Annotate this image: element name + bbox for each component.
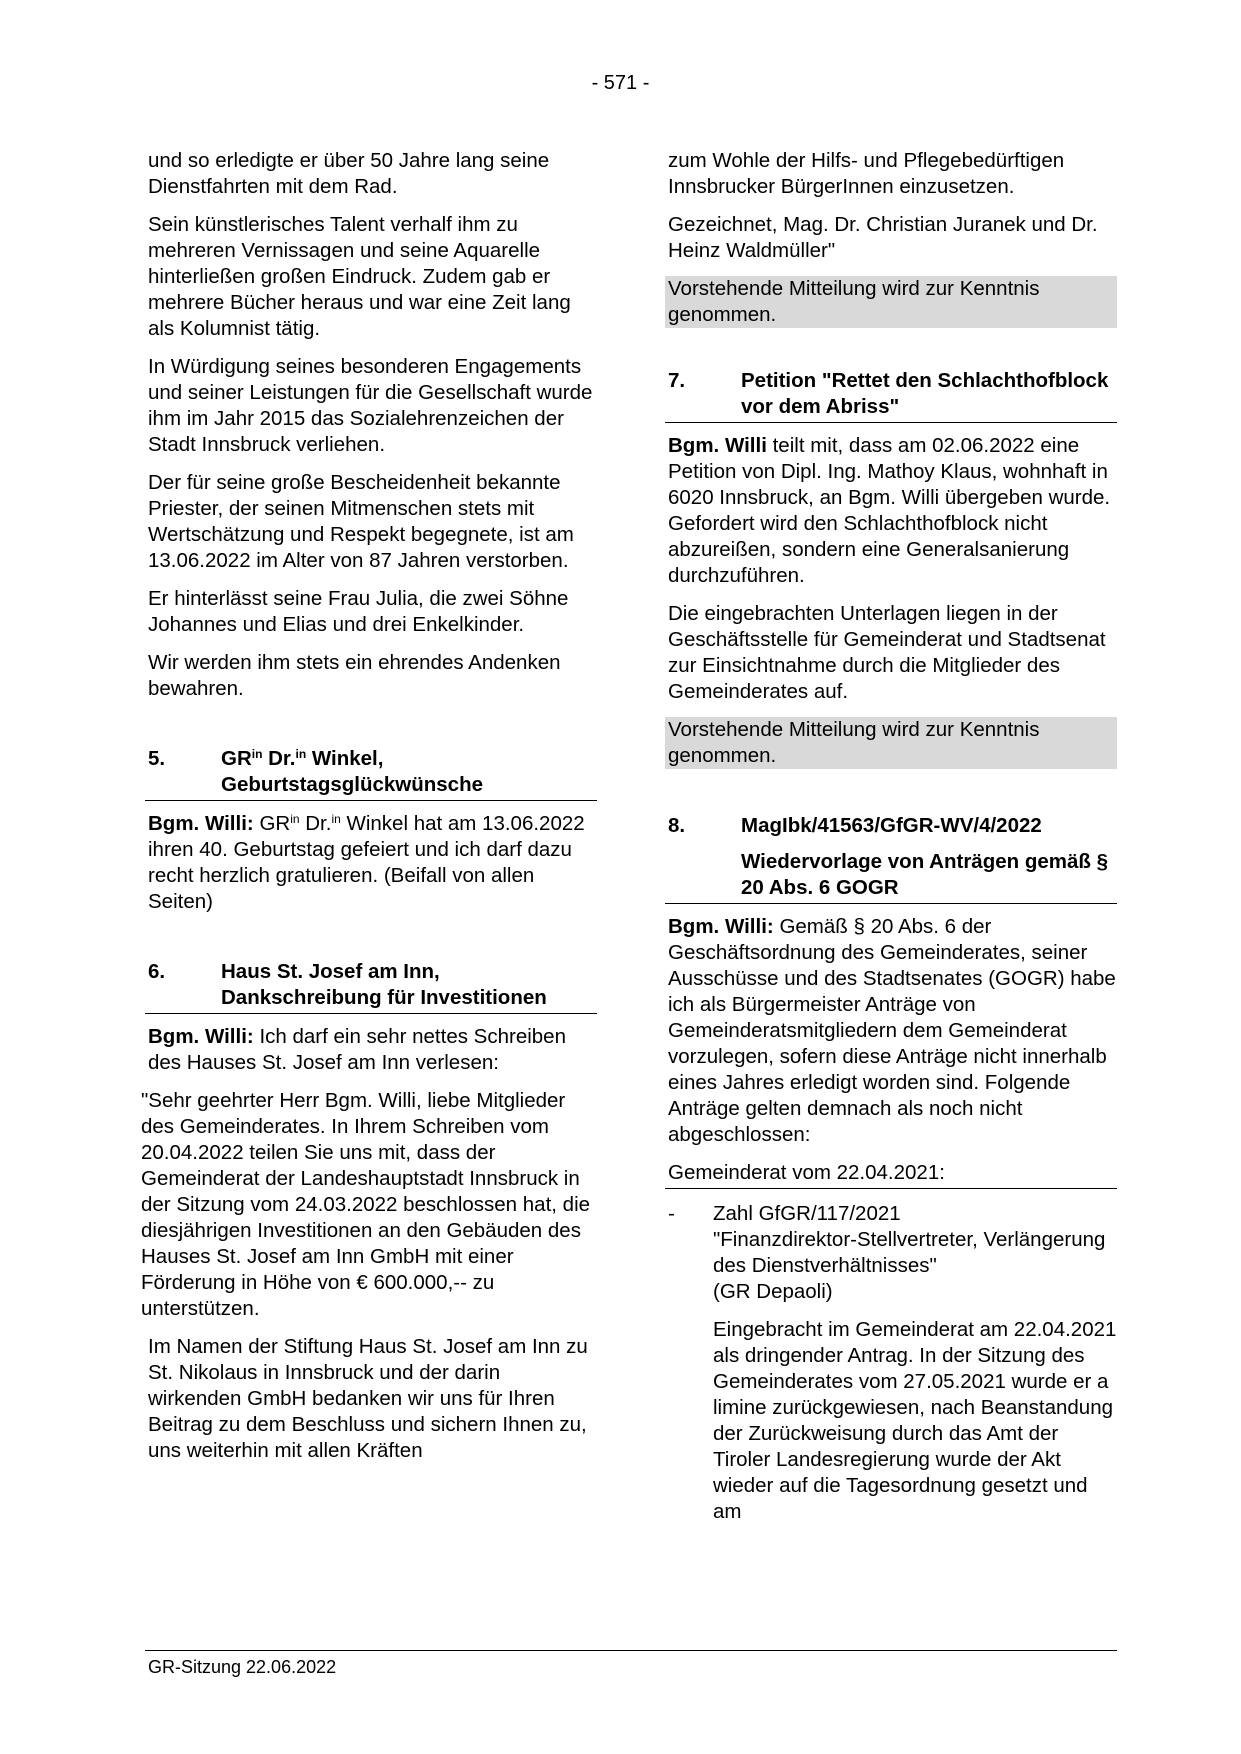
list-dash: - <box>668 1202 675 1225</box>
paragraph: Die eingebrachten Unterlagen liegen in der Geschäftsstelle für Gemeinderat und Stadtsenat zur Einsichtnahme durch die Mitglieder des Gemeinderates auf. <box>668 602 1106 703</box>
paragraph: Sein künstlerisches Talent verhalf ihm zu mehreren Vernissagen und seine Aquarelle hinterließen großen Eindruck. Zudem gab er mehrere Bücher heraus und war eine Zeit lang als Kolumnist tätig. <box>148 213 571 340</box>
speaker: Bgm. Willi: <box>668 915 774 938</box>
paragraph: Bgm. Willi: $GR^{in}$ Dr.$^{in}$ Winkel hat am 13.06.2022 ihren 40. Geburtstag gefeiert und ich darf dazu recht herzlich gratulieren. (Beifall von allen Seiten) <box>148 812 585 913</box>
quote-paragraph: Im Namen der Stiftung Haus St. Josef am Inn zu St. Nikolaus in Innsbruck und der darin wirkenden GmbH bedanken wir uns für Ihren Beitrag zu dem Beschluss und sichern Ihnen zu, uns weiterhin mit allen Kräften <box>148 1335 588 1462</box>
section-number: 5. <box>148 747 166 770</box>
item-body: Eingebracht im Gemeinderat am 22.04.2021 als dringender Antrag. In der Sitzung des Gemeinderates vom 27.05.2021 wurde er a limine zurückgewiesen, nach Beanstandung der Zurückweisung durch das Amt der Tiroler Landesregierung wurde der Akt wieder auf die Tagesordnung gesetzt und am <box>713 1318 1117 1523</box>
paragraph: In Würdigung seines besonderen Engagements und seiner Leistungen für die Gesellschaft wurde ihm im Jahr 2015 das Sozialehrenzeichen der Stadt Innsbruck verliehen. <box>148 355 593 456</box>
section-7-heading <box>665 368 1117 423</box>
section-number: 8. <box>668 814 686 837</box>
speaker: Bgm. Willi: <box>148 812 254 835</box>
section-title: $GR^{in}$ Dr.$^{in}$ Winkel, Geburtstagsglückwünsche <box>221 747 484 796</box>
quote-paragraph: "Sehr geehrter Herr Bgm. Willi, liebe Mitglieder des Gemeinderates. In Ihrem Schreiben vom 20.04.2022 teilen Sie uns mit, dass der Gemeinderat der Landeshauptstadt Innsbruck in der Sitzung vom 24.03.2022 beschlossen hat, die diesjährigen Investitionen an den Gebäuden des Hauses St. Josef am Inn GmbH mit einer Förderung in Höhe von € 600.000,-- zu unterstützen. <box>141 1089 591 1320</box>
section-code: MagIbk/41563/GfGR-WV/4/2022 <box>741 814 1042 837</box>
section-5-heading <box>145 746 597 801</box>
paragraph: Bgm. Willi teilt mit, dass am 02.06.2022 eine Petition von Dipl. Ing. Mathoy Klaus, wohnhaft in 6020 Innsbruck, an Bgm. Willi übergeben wurde. Gefordert wird den Schlachthofblock nicht abzureißen, sondern eine Generalsanierung durchzuführen. <box>668 434 1111 587</box>
section-title: Haus St. Josef am Inn, Dankschreibung für Investitionen <box>221 960 547 1009</box>
paragraph: Bgm. Willi: Gemäß § 20 Abs. 6 der Geschäftsordnung des Gemeinderates, seiner Ausschüsse und des Stadtsenates (GOGR) habe ich als Bürgermeister Anträge von Gemeinderatsmitgliedern dem Gemeinderat vorzulegen, sofern diese Anträge nicht innerhalb eines Jahres erledigt worden sind. Folgende Anträge gelten demnach als noch nicht abgeschlossen: <box>668 915 1116 1146</box>
left-column <box>141 148 597 1476</box>
paragraph: und so erledigte er über 50 Jahre lang seine Dienstfahrten mit dem Rad. <box>148 149 550 198</box>
item-author: (GR Depaoli) <box>713 1280 833 1303</box>
section-8-heading <box>665 813 1117 841</box>
speaker: Bgm. Willi <box>668 434 767 457</box>
section-number: 6. <box>148 960 166 983</box>
list-item <box>668 1201 1117 1305</box>
paragraph: Gezeichnet, Mag. Dr. Christian Juranek und Dr. Heinz Waldmüller" <box>668 213 1098 262</box>
acknowledgement-note: Vorstehende Mitteilung wird zur Kenntnis genommen. <box>665 717 1117 769</box>
item-title: "Finanzdirektor-Stellvertreter, Verlängerung des Dienstverhältnisses" <box>713 1228 1106 1277</box>
page-number: - 571 - <box>591 72 650 94</box>
paragraph: Wir werden ihm stets ein ehrendes Andenken bewahren. <box>148 651 561 700</box>
right-column <box>665 148 1117 1537</box>
section-title: Petition "Rettet den Schlachthofblock vor dem Abriss" <box>741 369 1109 418</box>
paragraph: Er hinterlässt seine Frau Julia, die zwei Söhne Johannes und Elias und drei Enkelkinder. <box>148 587 569 636</box>
session-label: Gemeinderat vom 22.04.2021: <box>665 1160 1117 1189</box>
item-number: Zahl GfGR/117/2021 <box>713 1202 901 1225</box>
acknowledgement-note: Vorstehende Mitteilung wird zur Kenntnis genommen. <box>665 276 1117 328</box>
footer-divider <box>145 1650 1117 1651</box>
footer-text: GR-Sitzung 22.06.2022 <box>148 1657 337 1677</box>
paragraph: Bgm. Willi: Ich darf ein sehr nettes Schreiben des Hauses St. Josef am Inn verlesen: <box>148 1025 566 1074</box>
section-number: 7. <box>668 369 686 392</box>
paragraph: Der für seine große Bescheidenheit bekannte Priester, der seinen Mitmenschen stets mit Wertschätzung und Respekt begegnete, ist am 13.06.2022 im Alter von 87 Jahren verstorben. <box>148 471 574 572</box>
section-subtitle: Wiedervorlage von Anträgen gemäß § 20 Abs. 6 GOGR <box>665 841 1117 904</box>
speaker: Bgm. Willi: <box>148 1025 254 1048</box>
paragraph: zum Wohle der Hilfs- und Pflegebedürftigen Innsbrucker BürgerInnen einzusetzen. <box>668 149 1065 198</box>
section-6-heading <box>145 959 597 1014</box>
